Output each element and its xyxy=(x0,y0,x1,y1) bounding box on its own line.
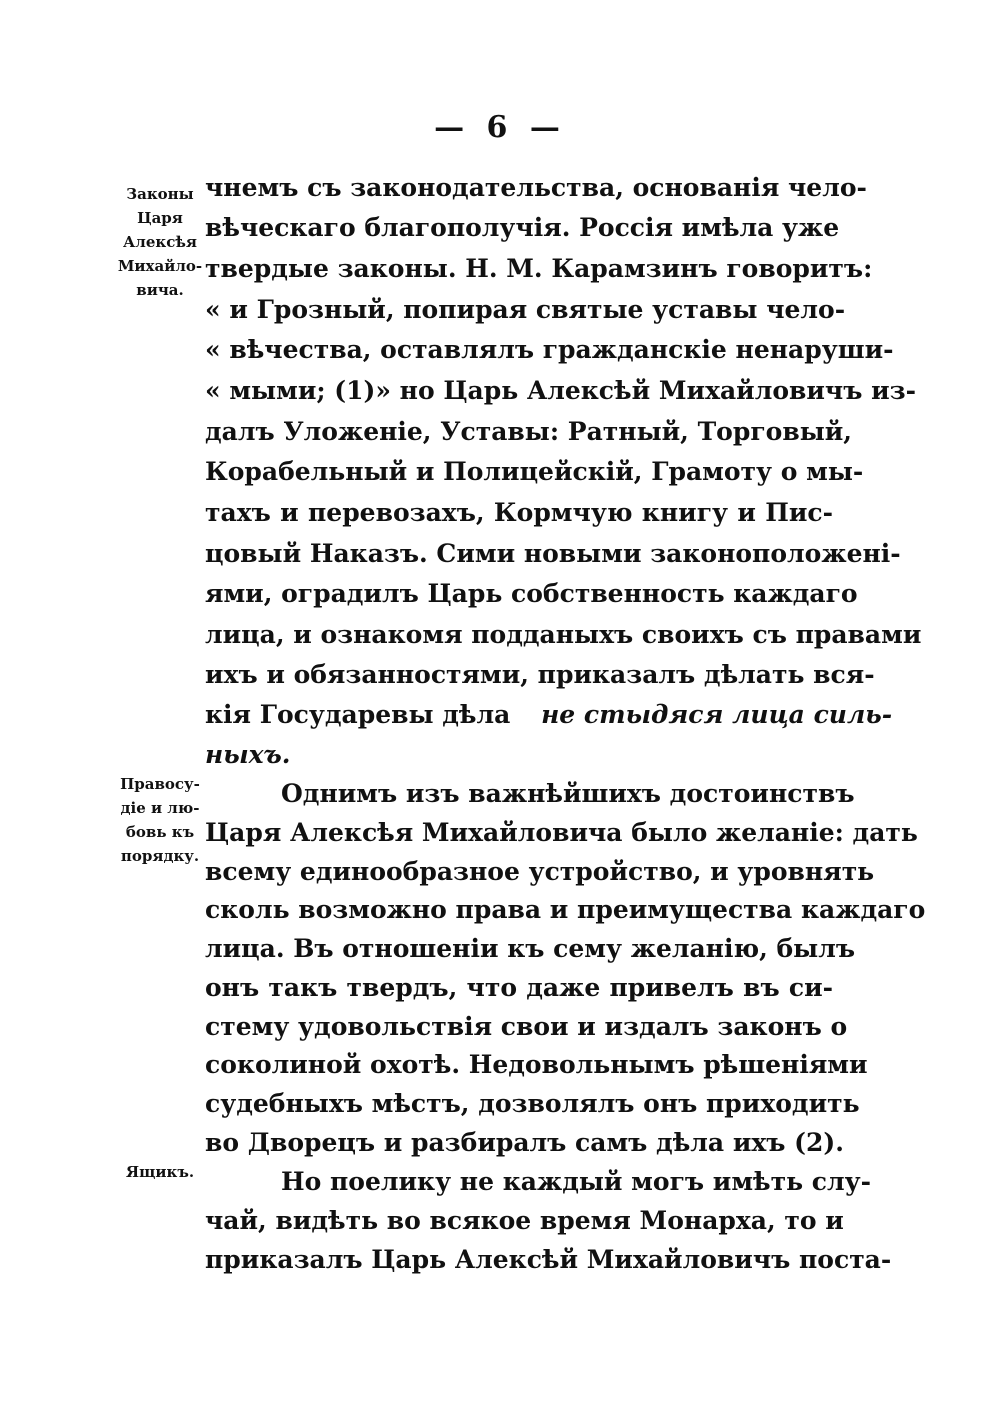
margin-note-line: Правосу- xyxy=(120,775,200,793)
margin-note-line: діе и лю- xyxy=(120,799,200,817)
text-line-mixed xyxy=(205,695,893,735)
text-line: цовый Наказъ. Сими новыми законоположені- xyxy=(205,539,901,568)
italic-quote: не стыдяся лица силь- xyxy=(541,700,893,729)
margin-note-line: Михайло- xyxy=(117,257,203,275)
text-line xyxy=(205,735,833,775)
margin-note-line: Законы xyxy=(126,185,194,203)
page-number: — 6 — xyxy=(434,110,566,145)
text-line: чнемъ съ законодательства, основанія чело- xyxy=(205,173,867,202)
text-line: « вѣчества, оставлялъ гражданскіе ненаруши- xyxy=(205,335,894,364)
text-line: Царя Алексѣя Михайловича было желаніе: дать xyxy=(205,818,918,847)
text-line: лица, и ознакомя подданыхъ своихъ съ правами xyxy=(205,620,922,649)
text-line: судебныхъ мѣстъ, дозволялъ онъ приходить xyxy=(205,1089,860,1118)
text-line: твердые законы. Н. М. Карамзинъ говоритъ: xyxy=(205,254,873,283)
margin-note-line: Алексѣя xyxy=(123,233,197,251)
text-line: вѣческаго благополучія. Россія имѣла уже xyxy=(205,213,840,242)
margin-note-line: вича. xyxy=(136,281,184,299)
margin-note-line: Царя xyxy=(137,209,183,227)
margin-note-box xyxy=(112,1160,208,1184)
margin-note-line: бовь къ xyxy=(125,823,195,841)
margin-note-line: Ящикъ. xyxy=(125,1163,195,1181)
text-line: соколиной охотѣ. Недовольнымъ рѣшеніями xyxy=(205,1050,868,1079)
text-line: Но поелику не каждый могъ имѣть слу- xyxy=(281,1167,872,1196)
italic-quote: ныхъ. xyxy=(205,740,291,769)
text-line: « и Грозный, попирая святые уставы чело- xyxy=(205,295,846,324)
text-line: всему единообразное устройство, и уровнять xyxy=(205,857,875,886)
text-line: чай, видѣть во всякое время Монарха, то и xyxy=(205,1206,844,1235)
text-line: сколь возможно права и преимущества каждаго xyxy=(205,895,926,924)
text-line: ями, оградилъ Царь собственность каждаго xyxy=(205,579,858,608)
margin-note-justice xyxy=(112,772,208,868)
text-line: приказалъ Царь Алексѣй Михайловичъ поста- xyxy=(205,1245,892,1274)
text-line: далъ Уложеніе, Уставы: Ратный, Торговый, xyxy=(205,417,853,446)
text-line: ихъ и обязанностями, приказалъ дѣлать вся- xyxy=(205,660,875,689)
text-line: « мыми; (1)» но Царь Алексѣй Михайловичъ из- xyxy=(205,376,916,405)
text-line: онъ такъ твердъ, что даже привелъ въ си- xyxy=(205,973,833,1002)
text-segment: кія Государевы дѣла xyxy=(205,700,511,729)
margin-note-line: порядку. xyxy=(120,847,200,865)
text-line: лица. Въ отношеніи къ сему желанію, былъ xyxy=(205,934,856,963)
text-line: стему удовольствія свои и издалъ законъ о xyxy=(205,1012,848,1041)
text-line: во Дворецъ и разбиралъ самъ дѣла ихъ (2). xyxy=(205,1128,844,1157)
text-line: тахъ и перевозахъ, Кормчую книгу и Пис- xyxy=(205,498,833,527)
margin-note-laws xyxy=(112,182,208,302)
text-line: Однимъ изъ важнѣйшихъ достоинствъ xyxy=(281,779,855,808)
text-line: Корабельный и Полицейскій, Грамоту о мы- xyxy=(205,457,864,486)
